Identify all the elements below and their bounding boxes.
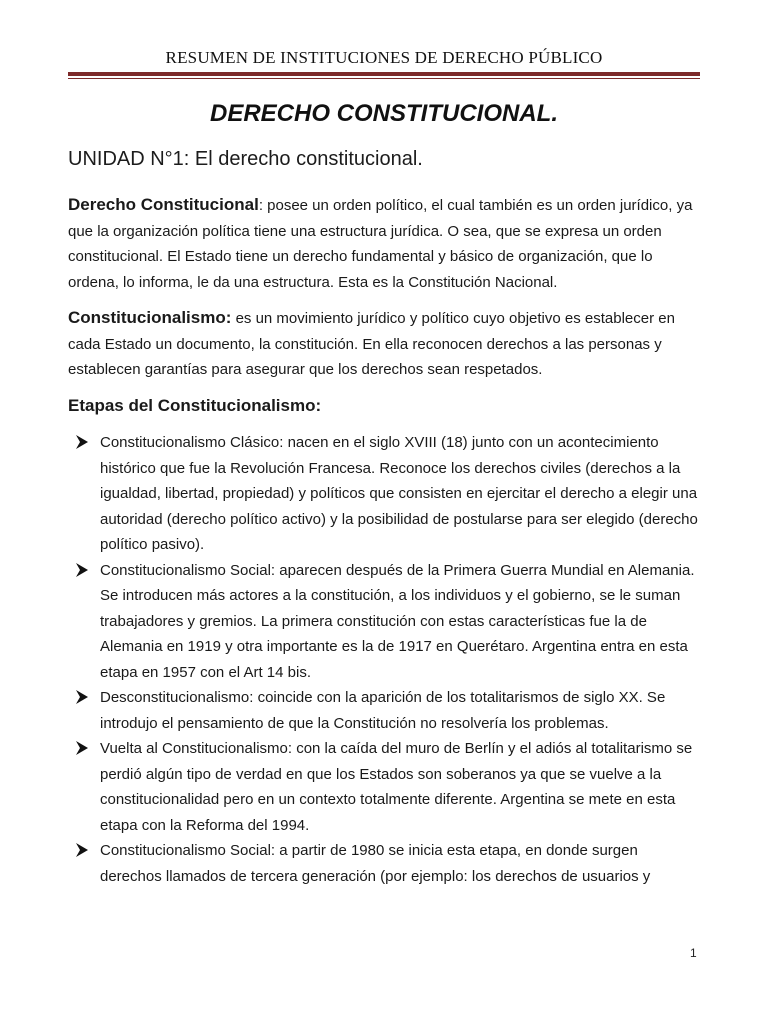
list-item	[68, 838, 700, 889]
running-header: RESUMEN DE INSTITUCIONES DE DERECHO PÚBLICO	[165, 48, 603, 67]
list-item-text: Constitucionalismo Social: a partir de 1980 se inicia esta etapa, en donde surgen derechos llamados de tercera generación (por ejemplo: los derechos de usuarios y	[100, 842, 651, 885]
arrowhead-bullet-icon	[76, 690, 88, 704]
arrowhead-bullet-icon	[76, 563, 88, 577]
list-item	[68, 558, 700, 686]
list-item-text: Constitucionalismo Clásico: nacen en el siglo XVIII (18) junto con un acontecimiento histórico que fue la Revolución Francesa. Reconoce los derechos civiles (derechos a la igualdad, libertad, propiedad) y políticos que consisten en ejercitar el derecho a elegir una autoridad (derecho político activo) y la posibilidad de postularse para ser elegido (derecho político pasivo).	[100, 434, 698, 553]
document-title: DERECHO CONSTITUCIONAL.	[210, 100, 558, 127]
list-item	[68, 430, 700, 558]
unit-heading: UNIDAD N°1: El derecho constitucional.	[68, 148, 423, 170]
list-item	[68, 736, 700, 838]
list-item-text: Vuelta al Constitucionalismo: con la caída del muro de Berlín y el adiós al totalitarismo se perdió algún tipo de verdad en que los Estados son soberanos ya que se vuelve a la constitucionalidad pero en un contexto totalmente diferente. Argentina se mete en esta etapa con la Reforma del 1994.	[100, 740, 693, 834]
list-item	[68, 685, 700, 736]
page-number: 1	[690, 946, 697, 960]
header-rule-thick	[68, 72, 700, 76]
etapas-list	[68, 430, 700, 889]
header-rule-thin	[68, 78, 700, 79]
arrowhead-bullet-icon	[76, 843, 88, 857]
paragraph-constitucionalismo	[68, 305, 700, 383]
term-derecho-constitucional: Derecho Constitucional	[68, 195, 259, 214]
section-heading-etapas: Etapas del Constitucionalismo:	[68, 395, 322, 415]
definition-derecho-constitucional: : posee un orden político, el cual también es un orden jurídico, ya que la organización política tiene una estructura jurídica. O sea, que se expresa un orden constitucional. El Estado tiene un derecho fundamental y básico de organización, que lo ordena, lo informa, le da una estructura. Esta es la Constitución Nacional.	[68, 197, 693, 291]
document-body	[68, 192, 700, 889]
arrowhead-bullet-icon	[76, 741, 88, 755]
term-constitucionalismo: Constitucionalismo:	[68, 308, 232, 327]
list-item-text: Desconstitucionalismo: coincide con la aparición de los totalitarismos de siglo XX. Se introdujo el pensamiento de que la Constitución no resolvería los problemas.	[100, 689, 666, 732]
arrowhead-bullet-icon	[76, 435, 88, 449]
paragraph-derecho-constitucional	[68, 192, 700, 295]
definition-constitucionalismo: es un movimiento jurídico y político cuyo objetivo es establecer en cada Estado un documento, la constitución. En ella reconocen derechos a las personas y establecen garantías para asegurar que los derechos sean respetados.	[68, 310, 675, 378]
list-item-text: Constitucionalismo Social: aparecen después de la Primera Guerra Mundial en Alemania. Se introducen más actores a la constitución, a los individuos y el gobierno, se le suman trabajadores y gremios. La primera constitución con estas características fue la de Alemania en 1919 y otra importante es la de 1917 en Querétaro. Argentina entra en esta etapa en 1957 con el Art 14 bis.	[100, 561, 695, 681]
